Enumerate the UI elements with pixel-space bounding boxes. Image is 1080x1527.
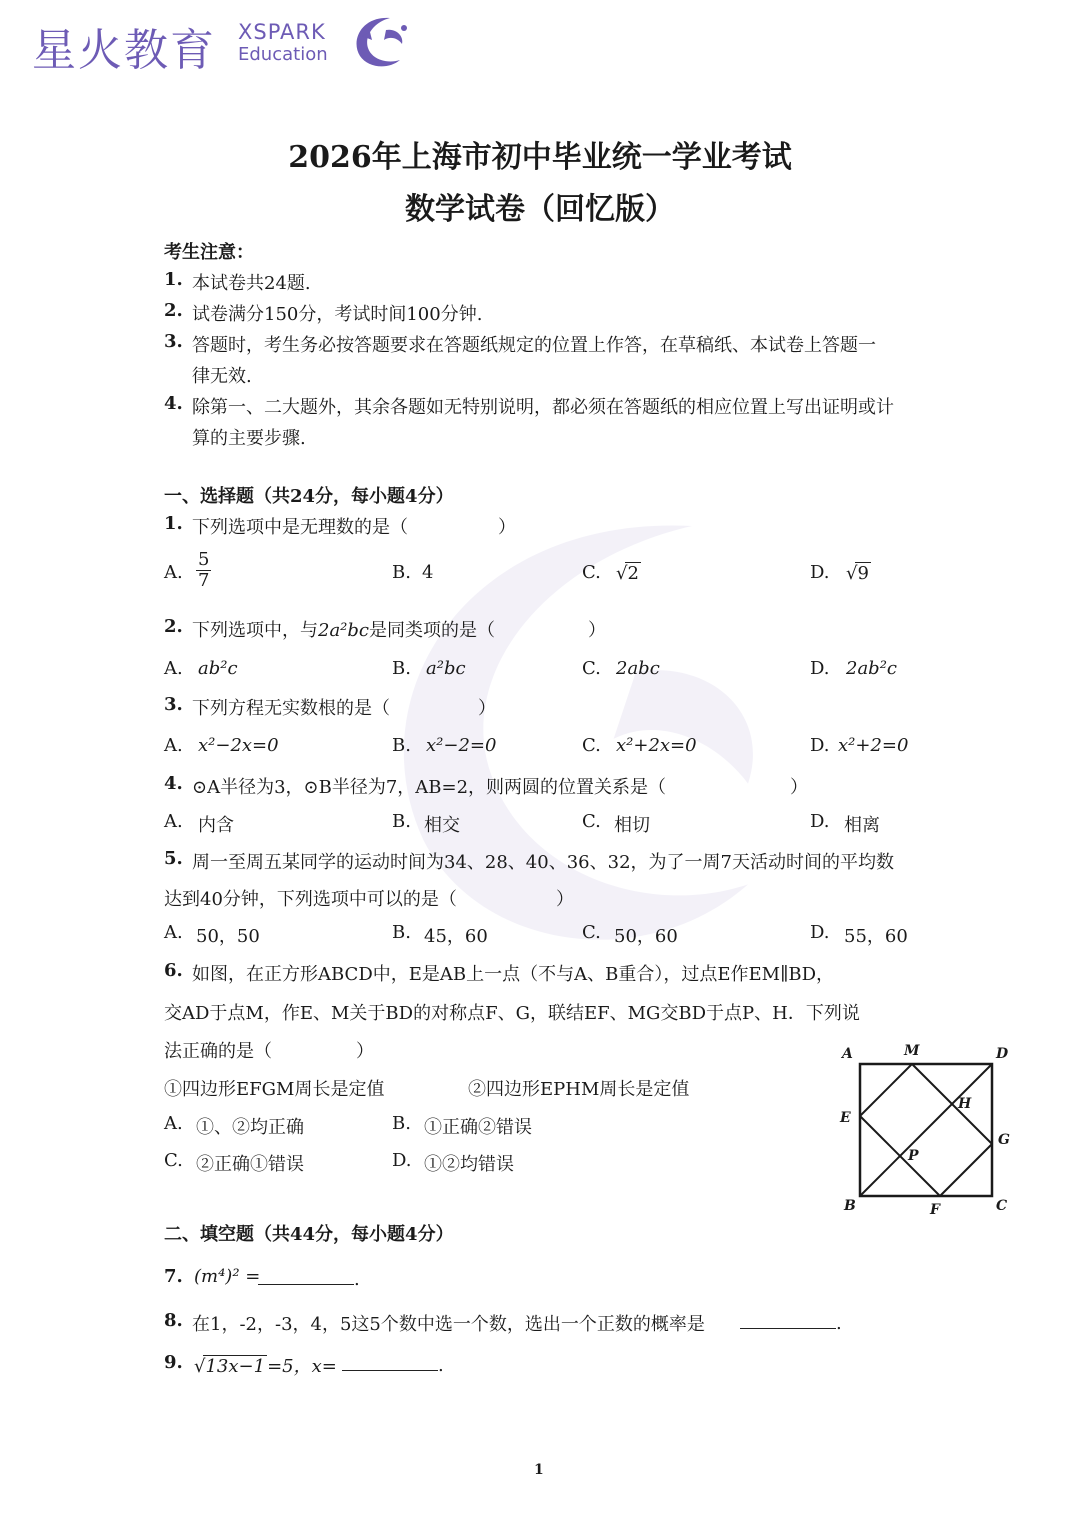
q6-claim-1: ①四边形EFGM周长是定值 xyxy=(164,1079,385,1100)
q5-option-a-label: A. xyxy=(164,922,183,943)
logo-english-line1: XSPARK xyxy=(238,20,326,44)
q6-square-figure xyxy=(836,1040,1016,1220)
q1-option-c-label: C. xyxy=(582,562,601,583)
q2-option-a-label: A. xyxy=(164,658,183,679)
logo-chinese-text: 星火教育 xyxy=(32,25,216,76)
segment-gf xyxy=(940,1144,992,1196)
notice-text-3: 答题时，考生务必按答题要求在答题纸规定的位置上作答，在草稿纸、本试卷上答题一 xyxy=(192,335,876,356)
q3-number: 3. xyxy=(164,694,183,715)
label-p: P xyxy=(908,1148,919,1164)
q6-number: 6. xyxy=(164,960,183,981)
label-f: F xyxy=(930,1202,940,1218)
q6-option-c-label: C. xyxy=(164,1150,183,1171)
q2-option-d-label: D. xyxy=(810,658,830,679)
q4-number: 4. xyxy=(164,773,183,794)
q6-close-paren: ） xyxy=(356,1041,374,1062)
q1-option-d-radicand: 9 xyxy=(857,563,869,584)
q9-answer-blank[interactable] xyxy=(342,1352,444,1376)
notice-text-4: 除第一、二大题外，其余各题如无特别说明，都必须在答题纸的相应位置上写出证明或计 xyxy=(192,397,894,418)
q3-option-d-label: D. xyxy=(810,735,830,756)
q9-rest: =5，x= xyxy=(267,1356,337,1377)
q5-stem-line1: 周一至周五某同学的运动时间为34、28、40、36、32，为了一周7天活动时间的平均数 xyxy=(192,852,894,873)
label-a: A xyxy=(842,1046,853,1062)
q3-stem: 下列方程无实数根的是（ xyxy=(192,698,390,719)
diagonal-bd xyxy=(860,1064,992,1196)
q7-blank-line[interactable] xyxy=(258,1266,354,1285)
notice-heading: 考生注意： xyxy=(164,242,254,263)
q8-period: . xyxy=(836,1313,842,1334)
q1-option-c-radicand: 2 xyxy=(627,563,639,584)
q4-option-c-text: 相切 xyxy=(614,815,650,836)
q4-option-a-text: 内含 xyxy=(198,815,234,836)
q1-option-d-label: D. xyxy=(810,562,830,583)
q4-option-d-label: D. xyxy=(810,811,830,832)
segment-em xyxy=(860,1064,912,1116)
notice-num-1: 1. xyxy=(164,269,183,290)
q2-option-a-text: ab²c xyxy=(198,658,238,679)
spark-logo-icon xyxy=(342,10,414,74)
q8-stem: 在1，-2，-3，4，5这5个数中选一个数，选出一个正数的概率是 xyxy=(192,1314,705,1335)
q1-option-a-fraction xyxy=(196,550,211,591)
notice-text-4-cont: 算的主要步骤. xyxy=(192,428,306,449)
q3-option-b-text: x²−2=0 xyxy=(426,735,497,756)
q7-expression: (m⁴)² = xyxy=(194,1266,261,1287)
label-b: B xyxy=(844,1198,856,1214)
q9-expression: √13x−1 =5，x= xyxy=(194,1356,337,1377)
q3-option-a-label: A. xyxy=(164,735,183,756)
q3-option-a-text: x²−2x=0 xyxy=(198,735,279,756)
label-m: M xyxy=(904,1043,920,1059)
notice-text-2: 试卷满分150分，考试时间100分钟. xyxy=(192,304,483,325)
q6-option-b-label: B. xyxy=(392,1113,411,1134)
q5-stem-line2: 达到40分钟，下列选项中可以的是（ xyxy=(164,889,457,910)
q1-option-c-radical: √2 xyxy=(616,563,639,584)
q7-period: . xyxy=(354,1269,360,1290)
q2-stem-post: 是同类项的是（ xyxy=(369,620,496,641)
page-number: 1 xyxy=(534,1462,544,1478)
q2-option-b-text: a²bc xyxy=(426,658,466,679)
label-c: C xyxy=(996,1198,1008,1214)
notice-text-3-cont: 律无效. xyxy=(192,366,252,387)
q2-close-paren: ） xyxy=(588,620,606,641)
q1-number: 1. xyxy=(164,513,183,534)
q6-stem-line2: 交AD于点M，作E、M关于BD的对称点F、G，联结EF、MG交BD于点P、H．下列说 xyxy=(164,1003,860,1024)
notice-num-4: 4. xyxy=(164,393,183,414)
q9-radicand: 13x−1 xyxy=(205,1356,266,1377)
logo-english-line2: Education xyxy=(238,44,328,65)
q6-option-a-label: A. xyxy=(164,1113,183,1134)
q9-period: . xyxy=(438,1355,444,1376)
q5-number: 5. xyxy=(164,848,183,869)
q9-number: 9. xyxy=(164,1352,183,1373)
q4-option-a-label: A. xyxy=(164,811,183,832)
section2-heading: 二、填空题（共44分，每小题4分） xyxy=(164,1224,454,1245)
label-h: H xyxy=(958,1096,972,1112)
q2-option-c-text: 2abc xyxy=(616,658,660,679)
q1-option-b-label: B. xyxy=(392,562,411,583)
label-g: G xyxy=(998,1132,1010,1148)
q8-answer-blank[interactable] xyxy=(740,1310,842,1334)
q3-option-c-label: C. xyxy=(582,735,601,756)
q4-close-paren: ） xyxy=(790,777,808,798)
section1-heading: 一、选择题（共24分，每小题4分） xyxy=(164,486,454,507)
q5-option-b-label: B. xyxy=(392,922,411,943)
q5-close-paren: ） xyxy=(556,889,574,910)
q8-blank-line[interactable] xyxy=(740,1310,836,1329)
q5-option-d-text: 55，60 xyxy=(844,926,908,947)
q7-answer-blank[interactable] xyxy=(258,1266,360,1290)
q1-option-a-denominator: 7 xyxy=(198,570,210,591)
q2-number: 2. xyxy=(164,616,183,637)
q8-number: 8. xyxy=(164,1310,183,1331)
q5-option-c-label: C. xyxy=(582,922,601,943)
q1-option-d-radical: √9 xyxy=(846,563,869,584)
q7-number: 7. xyxy=(164,1266,183,1287)
q1-option-b-text: 4 xyxy=(422,562,434,583)
q5-option-a-text: 50，50 xyxy=(196,926,260,947)
q6-option-b-text: ①正确②错误 xyxy=(424,1117,532,1138)
q3-close-paren: ） xyxy=(478,698,496,719)
q1-stem: 下列选项中是无理数的是（ xyxy=(192,517,408,538)
exam-title: 2026年上海市初中毕业统一学业考试 xyxy=(288,140,792,175)
watermark-logo-icon xyxy=(300,470,860,1030)
q4-stem: ⊙A半径为3，⊙B半径为7，AB=2，则两圆的位置关系是（ xyxy=(192,777,667,798)
q2-option-b-label: B. xyxy=(392,658,411,679)
q6-stem-line1: 如图，在正方形ABCD中，E是AB上一点（不与A、B重合），过点E作EM∥BD， xyxy=(192,964,835,985)
q6-option-c-text: ②正确①错误 xyxy=(196,1154,304,1175)
q4-option-d-text: 相离 xyxy=(844,815,880,836)
q6-option-a-text: ①、②均正确 xyxy=(196,1117,304,1138)
label-e: E xyxy=(840,1110,851,1126)
q3-option-c-text: x²+2x=0 xyxy=(616,735,697,756)
q3-option-b-label: B. xyxy=(392,735,411,756)
q9-blank-line[interactable] xyxy=(342,1352,438,1371)
q1-option-a-numerator: 5 xyxy=(198,549,210,570)
q5-option-b-text: 45，60 xyxy=(424,926,488,947)
q5-option-d-label: D. xyxy=(810,922,830,943)
q2-stem-math: 2a²bc xyxy=(318,620,370,641)
q6-option-d-label: D. xyxy=(392,1150,412,1171)
q2-stem-pre: 下列选项中，与 xyxy=(192,620,318,641)
label-d: D xyxy=(996,1046,1009,1062)
q2-option-c-label: C. xyxy=(582,658,601,679)
q4-option-c-label: C. xyxy=(582,811,601,832)
notice-num-2: 2. xyxy=(164,300,183,321)
notice-text-1: 本试卷共24题. xyxy=(192,273,311,294)
q6-stem-line3: 法正确的是（ xyxy=(164,1041,272,1062)
q4-option-b-label: B. xyxy=(392,811,411,832)
q6-option-d-text: ①②均错误 xyxy=(424,1154,514,1175)
q6-claim-2: ②四边形EPHM周长是定值 xyxy=(468,1079,690,1100)
exam-subtitle: 数学试卷（回忆版） xyxy=(405,192,675,227)
q2-stem xyxy=(192,616,495,642)
q2-option-d-text: 2ab²c xyxy=(846,658,898,679)
q5-option-c-text: 50，60 xyxy=(614,926,678,947)
notice-num-3: 3. xyxy=(164,331,183,352)
q4-option-b-text: 相交 xyxy=(424,815,460,836)
q1-option-a-label: A. xyxy=(164,562,183,583)
q3-option-d-text: x²+2=0 xyxy=(838,735,909,756)
q1-close-paren: ） xyxy=(498,517,516,538)
